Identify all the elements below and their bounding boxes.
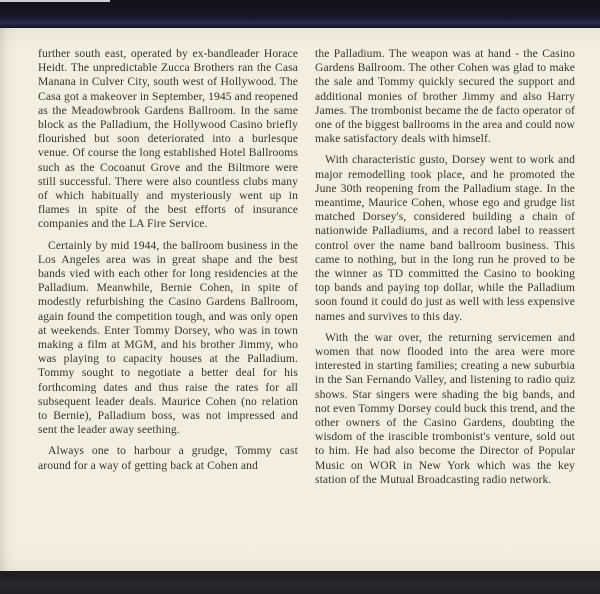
text-column-left — [38, 47, 298, 494]
text-column-right — [315, 47, 575, 494]
page-body — [0, 28, 600, 571]
paragraph-right-2: With characteristic gusto, Dorsey went to work and major remodelling took place, and he promoted the June 30th reopening from the Palladium stage. In the meantime, Maurice Cohen, whose ego and grudge list matched Dorsey's, considered building a chain of nationwide Palladiums, and a record label to reassert control over the name band ballroom business. This came to nothing, but in the long run he proved to be the winner as TD committed the Casino to booking top bands and paying top dollar, while the Palladium soon found it could do just as well with less expensive names and survives to this day. — [315, 153, 575, 323]
bottom-scan-border-band — [0, 571, 600, 594]
top-scan-border-band — [0, 0, 600, 28]
paragraph-right-1: the Palladium. The weapon was at hand - the Casino Gardens Ballroom. The other Cohen was glad to make the sale and Tommy quickly secured the support and additional monies of brother Jimmy and also Harry James. The trombonist became the de facto operator of one of the biggest ballrooms in the area and could now make satisfactory deals with himself. — [315, 47, 575, 146]
paragraph-left-1: further south east, operated by ex-bandleader Horace Heidt. The unpredictable Zucca Brothers ran the Casa Manana in Culver City, south west of Hollywood. The Casa got a makeover in September, 1945 and reopened as the Meadowbrook Gardens Ballroom. In the same block as the Palladium, the Hollywood Casino briefly flourished but soon deteriorated into a burlesque venue. Of course the long established Hotel Ballrooms such as the Cocoanut Grove and the Biltmore were still successful. There were also countless clubs many of which habitually and mysteriously went up in flames in spite of the best efforts of insurance companies and the LA Fire Service. — [38, 47, 298, 231]
paragraph-left-2: Certainly by mid 1944, the ballroom business in the Los Angeles area was in great shape and the best bands vied with each other for long residencies at the Palladium. Meanwhile, Bernie Cohen, in spite of modestly refurbishing the Casino Gardens Ballroom, again found the competition tough, and was only open at weekends. Enter Tommy Dorsey, who was in town making a film at MGM, and his brother Jimmy, who was playing to capacity houses at the Palladium. Tommy sought to negotiate a better deal for his forthcoming dates and thus raise the rates for all subsequent leader deals. Maurice Cohen (no relation to Bernie), Palladium boss, was not impressed and sent the leader away seething. — [38, 238, 298, 437]
paragraph-left-3: Always one to harbour a grudge, Tommy cast around for a way of getting back at Cohen and — [38, 444, 298, 472]
two-column-layout — [0, 28, 600, 494]
paragraph-right-3: With the war over, the returning servicemen and women that now flooded into the area were more interested in starting families; creating a new suburbia in the San Fernando Valley, and listening to radio quiz shows. Star singers were shading the big bands, and not even Tommy Dorsey could buck this trend, and the other owners of the Casino Gardens, doubting the wisdom of the irascible trombonist's venture, sold out to him. He had also become the Director of Popular Music on WOR in New York which was the key station of the Mutual Broadcasting radio network. — [315, 330, 575, 486]
